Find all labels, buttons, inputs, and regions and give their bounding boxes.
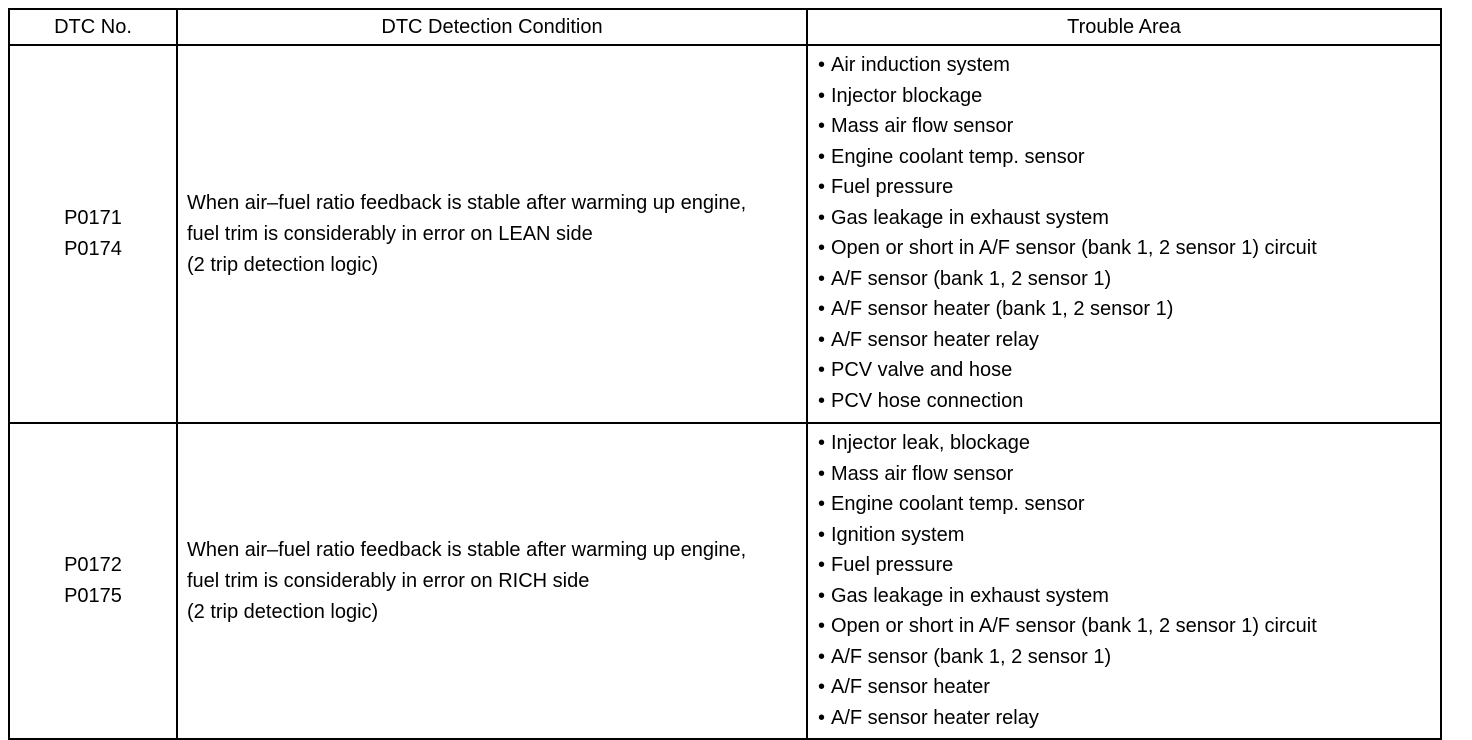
list-item [818, 142, 1440, 173]
list-item [818, 50, 1440, 81]
list-item [818, 386, 1440, 417]
trouble-area-item: A/F sensor heater relay [831, 706, 1039, 729]
trouble-area-item: Mass air flow sensor [831, 462, 1014, 485]
header-detection-condition: DTC Detection Condition [177, 9, 807, 45]
bullet-icon: • [818, 54, 826, 76]
bullet-icon: • [818, 359, 826, 381]
trouble-area-item: A/F sensor (bank 1, 2 sensor 1) [831, 645, 1112, 668]
trouble-area-item: Air induction system [831, 54, 1010, 76]
trouble-area-item: PCV hose connection [831, 389, 1024, 412]
list-item [818, 111, 1440, 142]
bullet-icon: • [818, 584, 826, 607]
trouble-area-item: Ignition system [831, 523, 965, 546]
trouble-area-item: Engine coolant temp. sensor [831, 493, 1085, 515]
trouble-area-item: Open or short in A/F sensor (bank 1, 2 sensor 1) circuit [831, 237, 1317, 259]
dtc-code-cell [9, 45, 177, 423]
list-item [818, 672, 1440, 703]
bullet-icon: • [818, 493, 826, 515]
bullet-icon: • [818, 462, 826, 485]
dtc-code: P0175 [64, 585, 122, 607]
list-item [818, 203, 1440, 234]
bullet-icon: • [818, 645, 826, 668]
dtc-code: P0174 [64, 238, 122, 260]
bullet-icon: • [818, 676, 826, 698]
bullet-icon: • [818, 554, 826, 576]
trouble-area-item: A/F sensor heater [831, 676, 990, 698]
trouble-area-item: A/F sensor (bank 1, 2 sensor 1) [831, 267, 1112, 290]
list-item [818, 581, 1440, 612]
table-row [9, 45, 1441, 423]
dtc-code: P0171 [64, 207, 122, 229]
dtc-code: P0172 [64, 554, 122, 576]
bullet-icon: • [818, 206, 826, 229]
trouble-area-item: Gas leakage in exhaust system [831, 584, 1109, 607]
bullet-icon: • [818, 176, 826, 198]
trouble-area-item: Engine coolant temp. sensor [831, 145, 1085, 168]
header-dtc-no: DTC No. [9, 9, 177, 45]
list-item [818, 172, 1440, 203]
list-item [818, 611, 1440, 642]
bullet-icon: • [818, 145, 826, 168]
trouble-area-item: A/F sensor heater relay [831, 328, 1039, 351]
trouble-area-item: Fuel pressure [831, 554, 954, 576]
condition-line: fuel trim is considerably in error on LEAN side [187, 222, 593, 245]
list-item [818, 264, 1440, 295]
trouble-area-item: Mass air flow sensor [831, 115, 1014, 137]
table-row [9, 423, 1441, 739]
trouble-area-item: Injector leak, blockage [831, 432, 1031, 454]
trouble-area-item: Open or short in A/F sensor (bank 1, 2 sensor 1) circuit [831, 615, 1317, 637]
trouble-area-item: Gas leakage in exhaust system [831, 206, 1109, 229]
dtc-table [8, 8, 1442, 740]
list-item [818, 294, 1440, 325]
condition-line: (2 trip detection logic) [187, 600, 379, 623]
list-item [818, 703, 1440, 734]
bullet-icon: • [818, 237, 826, 259]
trouble-area-list [818, 50, 1440, 416]
condition-line: When air–fuel ratio feedback is stable after warming up engine, [187, 538, 747, 561]
trouble-area-cell [807, 45, 1441, 423]
list-item [818, 428, 1440, 459]
trouble-area-cell [807, 423, 1441, 739]
condition-line: (2 trip detection logic) [187, 253, 379, 276]
trouble-area-list [818, 428, 1440, 733]
list-item [818, 81, 1440, 112]
bullet-icon: • [818, 432, 826, 454]
header-row [9, 9, 1441, 45]
list-item [818, 520, 1440, 551]
list-item [818, 355, 1440, 386]
trouble-area-item: PCV valve and hose [831, 359, 1013, 381]
list-item [818, 325, 1440, 356]
bullet-icon: • [818, 267, 826, 290]
header-trouble-area: Trouble Area [807, 9, 1441, 45]
dtc-code-cell [9, 423, 177, 739]
list-item [818, 642, 1440, 673]
list-item [818, 233, 1440, 264]
bullet-icon: • [818, 389, 826, 412]
trouble-area-item: Injector blockage [831, 84, 983, 107]
condition-line: When air–fuel ratio feedback is stable after warming up engine, [187, 191, 747, 214]
bullet-icon: • [818, 706, 826, 729]
bullet-icon: • [818, 115, 826, 137]
trouble-area-item: A/F sensor heater (bank 1, 2 sensor 1) [831, 298, 1174, 320]
detection-condition-cell [177, 423, 807, 739]
bullet-icon: • [818, 615, 826, 637]
bullet-icon: • [818, 298, 826, 320]
bullet-icon: • [818, 523, 826, 546]
list-item [818, 550, 1440, 581]
bullet-icon: • [818, 328, 826, 351]
trouble-area-item: Fuel pressure [831, 176, 954, 198]
list-item [818, 489, 1440, 520]
list-item [818, 459, 1440, 490]
bullet-icon: • [818, 84, 826, 107]
condition-line: fuel trim is considerably in error on RICH side [187, 569, 590, 592]
detection-condition-cell [177, 45, 807, 423]
